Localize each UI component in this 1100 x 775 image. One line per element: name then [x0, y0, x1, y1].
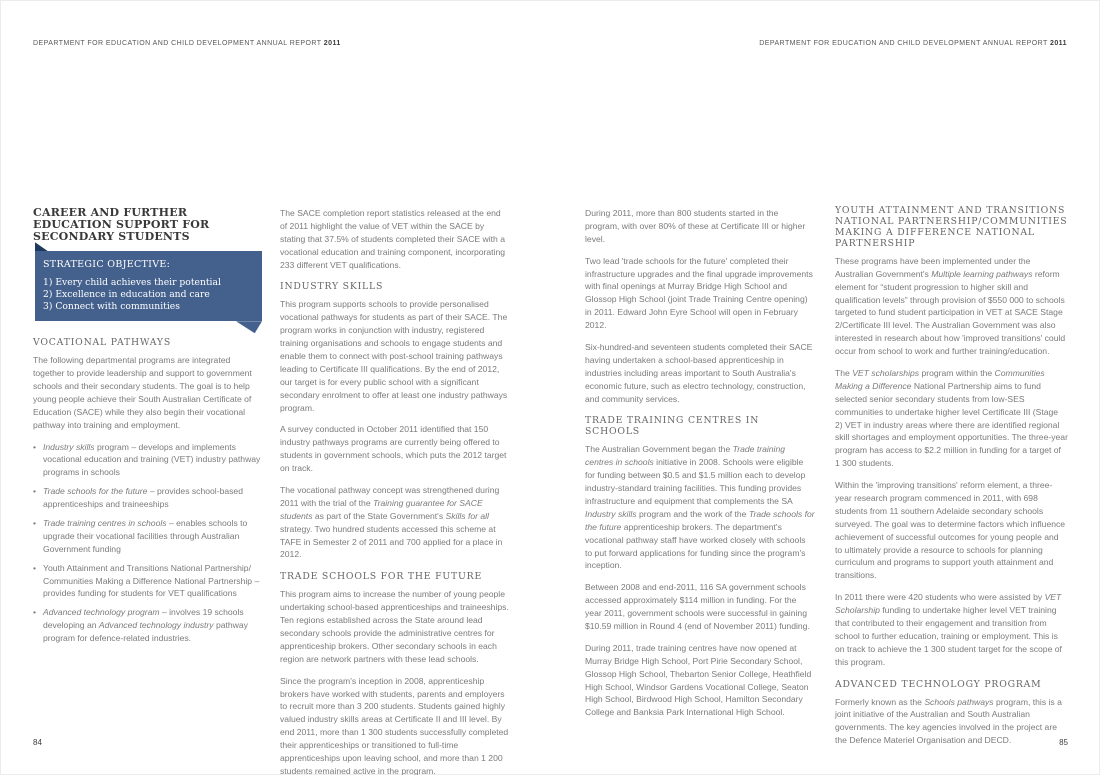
paragraph: Between 2008 and end-2011, 116 SA government schools accessed approximately $114 million in funding. For the year 2011, government schools were successful in gaining $10.59 million in Round 4 (end of November 2011) funding. — [585, 582, 810, 631]
paragraph: This program supports schools to provide personalised vocational pathways for students as part of their SACE. The program works in conjunction with industry, registered training organisations and schools to engage students and enable them to connect with post-school training pathways leading to Certificate III qualifications. By the end of 2012, our target is for every public school with a significant secondary enrolment to offer at least one industry pathways program. — [280, 299, 508, 413]
section-heading-vocational-pathways: VOCATIONAL PATHWAYS — [33, 337, 172, 349]
banner-fold-corner — [35, 242, 48, 251]
running-header-right-text: DEPARTMENT FOR EDUCATION AND CHILD DEVELOPMENT ANNUAL REPORT — [759, 40, 1050, 47]
paragraph: A survey conducted in October 2011 identified that 150 industry pathways programs are currently being offered to students in government schools, which puts the 2012 target on track. — [280, 424, 507, 474]
section-heading-advanced-technology: ADVANCED TECHNOLOGY PROGRAM — [835, 678, 1042, 690]
list-item: • Advanced technology program – involves 19 schools developing an Advanced technology industry pathway program for defence-related industries. — [33, 606, 262, 645]
column-4 — [835, 206, 1068, 756]
paragraph: Since the program's inception in 2008, apprenticeship brokers have worked with students, parents and employers to recruit more than 3 200 students. Students gained highly valued industry skills areas at Certificate II and III level. By end 2011, more than 1 300 students successfully completed their apprenticeships or transitioned to full-time apprenticeships upon leaving school, and more than 1 200 students remained active in the program. — [280, 675, 509, 775]
paragraph: The SACE completion report statistics released at the end of 2011 highlight the value of VET within the SACE by stating that 37.5% of students completed their SACE with a vocational education and training component, incorporating 233 different VET qualifications. — [280, 208, 506, 270]
list-item: • Trade schools for the future – provides school-based apprenticeships and traineeships — [33, 485, 262, 511]
paragraph: During 2011, more than 800 students started in the program, with over 80% of these at Certificate III or higher level. — [585, 208, 806, 244]
paragraph: These programs have been implemented under the Australian Government's Multiple learning pathways reform element for “student progression to higher skill and qualification levels” through provision of $550 000 to schools targeted to fund student participation in VET at SACE Stage 2/Certificate III level. The Australian Government was also interested in research about how 'improved transitions' could occur from school to work and further training/education. — [835, 255, 1066, 357]
section-heading-trade-schools: TRADE SCHOOLS FOR THE FUTURE — [280, 571, 483, 583]
paragraph: Formerly known as the Schools pathways program, this is a joint initiative of the Australian and South Australian governments. The key agencies involved in the project are the Defence Materiel Organisation and DECD. — [835, 696, 1062, 746]
section-heading-youth-attainment: YOUTH ATTAINMENT AND TRANSITIONS NATIONAL PARTNERSHIP/COMMUNITIES MAKING A DIFFERENCE NATIONAL PARTNERSHIP — [835, 205, 1068, 249]
running-header-right-year: 2011 — [1050, 40, 1067, 47]
column-1 — [33, 207, 262, 651]
paragraph: Within the 'improving transitions' reform element, a three-year research program commenced in 2011, with 698 students from 11 southern Adelaide secondary schools surveyed. The goal was to determine factors which influence achievement of successful outcomes for young people and to ultimately provide a resource to schools for planning curriculum and programs to support youth attainment and transitions. — [835, 480, 1066, 581]
paragraph: The VET scholarships program within the Communities Making a Difference National Partnership aims to fund selected senior secondary students from low-SES communities to undertake higher level Certificate III (Stage 2) VET in industry areas where there are identified regional skill shortages and employment opportunities. The three-year program has access to $2.2 million in funding for a target of 1 300 students. — [835, 368, 1068, 469]
strategic-objective-heading: STRATEGIC OBJECTIVE: — [43, 259, 171, 271]
running-header-right — [759, 40, 1067, 47]
banner-tail-corner — [236, 321, 262, 333]
paragraph: In 2011 there were 420 students who were assisted by VET Scholarship funding to undertake higher level VET training that contributed to their engagement and transition from school to further education, training or employment. This is on track to achieve the 1 300 student target for the scope of this program. — [835, 592, 1062, 667]
paragraph: This program aims to increase the number of young people undertaking school-based apprenticeships and traineeships. Ten regions established across the State around lead secondary schools provide the administrative centres for apprenticeship brokers. Other secondary schools in each region are network partners with these lead schools. — [280, 589, 509, 664]
article-title: CAREER AND FURTHER EDUCATION SUPPORT FOR SECONDARY STUDENTS — [33, 206, 210, 243]
list-item: • Youth Attainment and Transitions National Partnership/ Communities Making a Difference National Partnership – provides funding for students for VET qualifications — [33, 562, 262, 601]
strategic-objective-item: 3) Connect with communities — [43, 301, 180, 313]
list-item: • Industry skills program – develops and implements vocational education and training (VET) industry pathway programs in schools — [33, 441, 262, 480]
paragraph: The following departmental programs are integrated together to provide leadership and support to government schools and their secondary students. The goal is to help young people achieve their South Australian Certificate of Education (SACE) while they also begin their vocational pathway into training and employment. — [33, 355, 252, 430]
strategic-objective-banner — [35, 251, 262, 321]
running-header-left — [33, 40, 341, 47]
running-header-left-text: DEPARTMENT FOR EDUCATION AND CHILD DEVELOPMENT ANNUAL REPORT — [33, 40, 324, 47]
page-number-right: 85 — [1059, 738, 1068, 747]
paragraph: Two lead 'trade schools for the future' completed their infrastructure upgrades and the final upgrade improvements with final openings at Murray Bridge High School and Glossop High School (joint Trade Training Centre opening) in 2011. Edward John Eyre School will open in February 2012. — [585, 255, 813, 331]
paragraph: During 2011, trade training centres have now opened at Murray Bridge High School, Port Pirie Secondary School, Glossop High School, Thebarton Senior College, Heathfield High School, Windsor Gardens Vocational College, Seaton High School, Birdwood High School, Hamilton Secondary College and Banksia Park International High School. — [585, 642, 812, 718]
column-3 — [585, 207, 815, 728]
paragraph: The Australian Government began the Trade training centres in schools initiative in 2008. Schools were eligible for funding between $0.5 and $1.5 million each to develop industry-standard training facilities. This funding provides infrastructure and equipment that complements the SA Industry skills program and the work of the Trade schools for the future apprenticeship brokers. The department's vocational pathway staff have worked closely with schools to put forward applications for funding since the program's inception. — [585, 444, 815, 571]
list-item: • Trade training centres in schools – enables schools to upgrade their vocational facilities through Australian Government funding — [33, 517, 262, 556]
strategic-objective-item: 2) Excellence in education and care — [43, 288, 210, 300]
paragraph: The vocational pathway concept was strengthened during 2011 with the trial of the Training guarantee for SACE students as part of the State Government's Skills for all strategy. Two hundred students accessed this scheme at TAFE in Semester 2 of 2011 and 700 applied for a place in 2012. — [280, 485, 503, 560]
section-heading-industry-skills: INDUSTRY SKILLS — [280, 281, 384, 293]
paragraph: Six-hundred-and seventeen students completed their SACE having undertaken a school-based apprenticeship in industries including areas important to South Australia's economic future, such as electro technology, construction, and community services. — [585, 342, 813, 404]
page-number-left: 84 — [33, 738, 42, 747]
section-heading-trade-training-centres: TRADE TRAINING CENTRES IN SCHOOLS — [585, 415, 760, 438]
running-header-left-year: 2011 — [323, 40, 341, 47]
strategic-objective-item: 1) Every child achieves their potential — [43, 276, 221, 288]
column-2 — [280, 207, 509, 775]
